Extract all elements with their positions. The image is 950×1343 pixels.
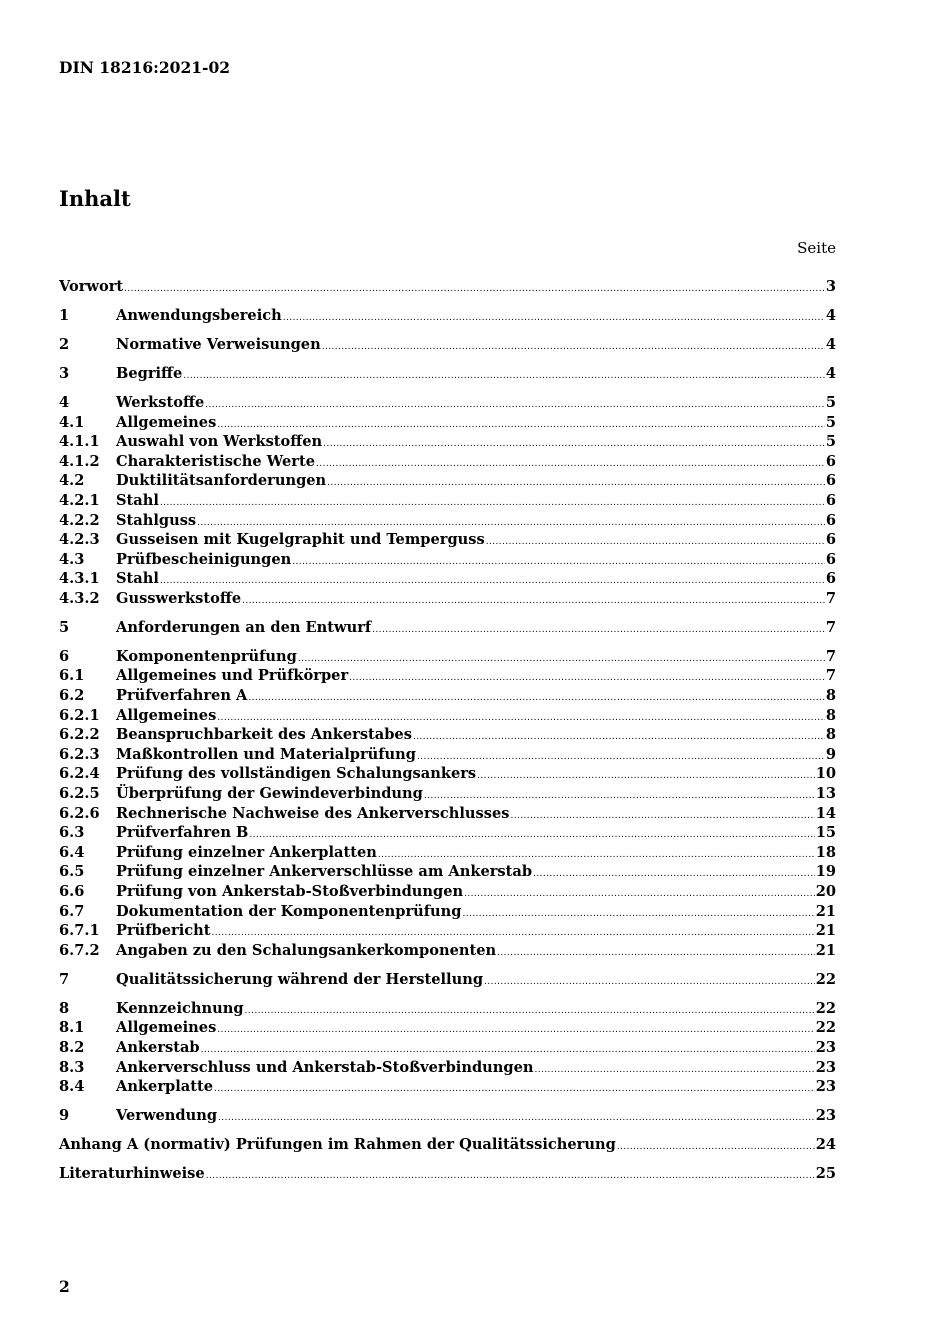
- toc-entry[interactable]: [59, 1059, 836, 1079]
- toc-entry[interactable]: [59, 551, 836, 571]
- toc-entry-page: 6: [825, 531, 836, 549]
- toc-entry-page: 9: [825, 745, 836, 763]
- dot-leader: [417, 752, 825, 762]
- toc-entry-title: Prüfung einzelner Ankerplatten: [116, 843, 377, 861]
- toc-entry-title: Dokumentation der Komponentenprüfung: [116, 902, 462, 920]
- toc-entry[interactable]: [59, 883, 836, 903]
- toc-entry-number: 8.1: [59, 1019, 85, 1037]
- toc-entry-number: 6.2.5: [59, 785, 100, 802]
- dot-leader: [486, 537, 825, 547]
- dot-leader: [249, 830, 814, 840]
- toc-entry-number: 4.1.2: [59, 452, 100, 470]
- toc-entry-title: Ankerstab: [116, 1038, 200, 1056]
- toc-entry-page: 7: [825, 618, 836, 636]
- dot-leader: [413, 732, 825, 742]
- toc-entry-page: 3: [825, 278, 836, 295]
- toc-entry-page: 15: [815, 824, 836, 842]
- dot-leader: [248, 693, 825, 703]
- toc-entry[interactable]: [59, 765, 836, 785]
- dot-leader: [283, 313, 825, 323]
- dot-leader: [533, 869, 815, 879]
- toc-entry[interactable]: [59, 590, 836, 610]
- toc-entry-number: 6.7.2: [59, 941, 100, 959]
- dot-leader: [160, 576, 825, 586]
- toc-entry[interactable]: [59, 707, 836, 727]
- toc-entry-number: 6.6: [59, 882, 85, 900]
- dot-leader: [217, 1025, 814, 1035]
- toc-entry-page: 19: [815, 863, 836, 881]
- toc-entry[interactable]: [59, 667, 836, 687]
- page-column-label: Seite: [797, 239, 836, 257]
- toc-entry-title: Literaturhinweise: [59, 1165, 205, 1183]
- toc-entry[interactable]: [59, 336, 836, 356]
- toc-entry[interactable]: [59, 805, 836, 825]
- toc-entry-title: Ankerplatte: [116, 1078, 213, 1096]
- toc-entry-page: 13: [815, 785, 836, 802]
- toc-entry-page: 25: [815, 1165, 836, 1183]
- toc-entry[interactable]: [59, 492, 836, 512]
- table-of-contents: [59, 278, 836, 1185]
- toc-entry-page: 8: [825, 706, 836, 724]
- toc-entry-number: 6: [59, 647, 70, 665]
- toc-entry-page: 23: [815, 1058, 836, 1076]
- toc-entry-number: 4: [59, 393, 70, 411]
- toc-entry-page: 4: [825, 306, 836, 324]
- toc-entry[interactable]: [59, 687, 836, 707]
- toc-entry-title: Anhang A (normativ) Prüfungen im Rahmen der Qualitätssicherung: [59, 1136, 616, 1154]
- toc-entry-title: Verwendung: [116, 1107, 218, 1125]
- toc-entry-title: Ankerverschluss und Ankerstab-Stoßverbindungen: [116, 1058, 534, 1076]
- dot-leader: [497, 948, 815, 958]
- toc-entry[interactable]: [59, 512, 836, 532]
- toc-entry-page: 6: [825, 472, 836, 490]
- toc-entry-number: 4.1: [59, 413, 85, 431]
- toc-entry-title: Überprüfung der Gewindeverbindung: [116, 785, 423, 802]
- toc-entry-title: Stahl: [116, 491, 159, 509]
- toc-entry-title: Prüfung des vollständigen Schalungsankers: [116, 765, 477, 783]
- toc-entry-page: 5: [825, 413, 836, 431]
- toc-entry-number: 4.2.2: [59, 511, 100, 529]
- toc-entry-page: 6: [825, 452, 836, 470]
- toc-entry-page: 4: [825, 335, 836, 353]
- toc-entry-page: 23: [815, 1078, 836, 1096]
- toc-entry-title: Beanspruchbarkeit des Ankerstabes: [116, 726, 412, 744]
- toc-heading: Inhalt: [59, 186, 131, 211]
- toc-entry[interactable]: [59, 648, 836, 668]
- toc-entry-title: Komponentenprüfung: [116, 647, 297, 665]
- toc-entry-title: Anforderungen an den Entwurf: [116, 618, 372, 636]
- dot-leader: [424, 791, 815, 801]
- toc-entry-title: Prüfung einzelner Ankerverschlüsse am Ankerstab: [116, 863, 533, 881]
- toc-entry-number: 4.3.1: [59, 570, 100, 588]
- dot-leader: [349, 673, 825, 683]
- toc-entry[interactable]: [59, 824, 836, 844]
- toc-entry-page: 6: [825, 550, 836, 568]
- toc-entry-number: 4.3: [59, 550, 85, 568]
- toc-entry-number: 3: [59, 364, 70, 382]
- toc-entry-number: 5: [59, 618, 70, 636]
- dot-leader: [218, 1113, 815, 1123]
- toc-entry-page: 7: [825, 667, 836, 685]
- toc-entry-title: Prüfung von Ankerstab-Stoßverbindungen: [116, 882, 464, 900]
- toc-entry-page: 10: [815, 765, 836, 783]
- toc-entry[interactable]: [59, 394, 836, 414]
- page-number: 2: [59, 1277, 70, 1296]
- toc-entry-page: 18: [815, 843, 836, 861]
- toc-entry[interactable]: [59, 726, 836, 746]
- toc-entry-title: Stahl: [116, 570, 159, 588]
- toc-entry-number: 4.3.2: [59, 589, 100, 607]
- toc-entry-number: 6.7.1: [59, 922, 100, 940]
- toc-entry[interactable]: [59, 433, 836, 453]
- dot-leader: [323, 439, 825, 449]
- toc-entry-title: Prüfverfahren A: [116, 687, 248, 705]
- toc-entry[interactable]: [59, 1000, 836, 1020]
- toc-entry[interactable]: [59, 971, 836, 991]
- dot-leader: [477, 771, 815, 781]
- dot-leader: [617, 1142, 815, 1152]
- toc-entry-title: Allgemeines: [116, 706, 217, 724]
- toc-entry[interactable]: [59, 1136, 836, 1156]
- toc-entry-page: 6: [825, 570, 836, 588]
- dot-leader: [378, 850, 815, 860]
- toc-entry[interactable]: [59, 844, 836, 864]
- toc-entry-number: 4.2: [59, 472, 85, 490]
- toc-entry-title: Allgemeines und Prüfkörper: [116, 667, 349, 685]
- toc-entry-number: 4.2.3: [59, 531, 100, 549]
- toc-entry-number: 6.7: [59, 902, 85, 920]
- toc-entry-number: 8.3: [59, 1058, 85, 1076]
- toc-entry-page: 6: [825, 511, 836, 529]
- dot-leader: [205, 400, 825, 410]
- dot-leader: [242, 596, 825, 606]
- toc-entry-page: 7: [825, 647, 836, 665]
- toc-entry-page: 21: [815, 902, 836, 920]
- toc-entry-title: Prüfbescheinigungen: [116, 550, 292, 568]
- toc-entry-number: 7: [59, 970, 70, 988]
- toc-entry-title: Anwendungsbereich: [116, 306, 282, 324]
- toc-entry-page: 20: [815, 882, 836, 900]
- toc-entry-page: 4: [825, 364, 836, 382]
- toc-entry-title: Duktilitätsanforderungen: [116, 472, 327, 490]
- toc-entry-page: 21: [815, 941, 836, 959]
- toc-entry-page: 23: [815, 1107, 836, 1125]
- toc-entry-page: 14: [815, 804, 836, 822]
- toc-entry-number: 6.2.1: [59, 706, 100, 724]
- toc-entry-number: 6.2.4: [59, 765, 100, 783]
- toc-entry[interactable]: [59, 1078, 836, 1098]
- dot-leader: [462, 909, 814, 919]
- dot-leader: [372, 625, 825, 635]
- toc-entry[interactable]: [59, 278, 836, 298]
- toc-entry-number: 4.2.1: [59, 491, 100, 509]
- toc-entry[interactable]: [59, 863, 836, 883]
- toc-entry[interactable]: [59, 531, 836, 551]
- toc-entry[interactable]: [59, 1039, 836, 1059]
- toc-entry-title: Begriffe: [116, 364, 183, 382]
- document-id: DIN 18216:2021-02: [59, 58, 231, 77]
- toc-entry[interactable]: [59, 922, 836, 942]
- toc-entry[interactable]: [59, 746, 836, 766]
- toc-entry[interactable]: [59, 414, 836, 434]
- toc-entry-number: 6.2: [59, 687, 85, 705]
- toc-entry-number: 6.5: [59, 863, 85, 881]
- toc-entry-title: Prüfverfahren B: [116, 824, 249, 842]
- dot-leader: [214, 1084, 815, 1094]
- dot-leader: [510, 811, 814, 821]
- toc-entry-title: Maßkontrollen und Materialprüfung: [116, 745, 416, 763]
- dot-leader: [322, 342, 825, 352]
- toc-entry[interactable]: [59, 619, 836, 639]
- toc-entry-title: Rechnerische Nachweise des Ankerverschlusses: [116, 804, 510, 822]
- toc-entry-number: 6.2.6: [59, 804, 100, 822]
- toc-entry-title: Stahlguss: [116, 511, 197, 529]
- dot-leader: [298, 654, 825, 664]
- toc-entry-page: 5: [825, 393, 836, 411]
- toc-entry[interactable]: [59, 307, 836, 327]
- dot-leader: [124, 284, 825, 294]
- toc-entry-title: Charakteristische Werte: [116, 452, 315, 470]
- toc-entry[interactable]: [59, 365, 836, 385]
- dot-leader: [201, 1045, 815, 1055]
- toc-entry-title: Normative Verweisungen: [116, 335, 321, 353]
- dot-leader: [212, 928, 815, 938]
- dot-leader: [464, 889, 815, 899]
- dot-leader: [217, 420, 825, 430]
- toc-entry[interactable]: [59, 785, 836, 805]
- dot-leader: [316, 459, 825, 469]
- toc-entry-page: 6: [825, 491, 836, 509]
- toc-entry[interactable]: [59, 570, 836, 590]
- toc-entry-title: Allgemeines: [116, 1019, 217, 1037]
- toc-entry-title: Qualitätssicherung während der Herstellung: [116, 970, 484, 988]
- toc-entry-page: 8: [825, 687, 836, 705]
- toc-entry-page: 7: [825, 589, 836, 607]
- dot-leader: [183, 371, 825, 381]
- toc-entry[interactable]: [59, 942, 836, 962]
- toc-entry[interactable]: [59, 472, 836, 492]
- toc-entry[interactable]: [59, 1107, 836, 1127]
- toc-entry-title: Angaben zu den Schalungsankerkomponenten: [116, 941, 497, 959]
- toc-entry-page: 22: [815, 999, 836, 1017]
- dot-leader: [535, 1065, 815, 1075]
- toc-entry-page: 21: [815, 922, 836, 940]
- toc-entry[interactable]: [59, 453, 836, 473]
- toc-entry-page: 24: [815, 1136, 836, 1154]
- toc-entry-number: 9: [59, 1107, 70, 1125]
- toc-entry[interactable]: [59, 1165, 836, 1185]
- toc-entry-page: 23: [815, 1038, 836, 1056]
- toc-entry-number: 8: [59, 999, 70, 1017]
- toc-entry-title: Gusseisen mit Kugelgraphit und Temperguss: [116, 531, 485, 549]
- toc-entry-number: 1: [59, 306, 70, 324]
- toc-entry[interactable]: [59, 1019, 836, 1039]
- toc-entry-page: 22: [815, 1019, 836, 1037]
- dot-leader: [292, 557, 825, 567]
- dot-leader: [327, 478, 825, 488]
- toc-entry-number: 4.1.1: [59, 433, 100, 451]
- dot-leader: [484, 977, 815, 987]
- toc-entry-number: 6.2.3: [59, 745, 100, 763]
- toc-entry-title: Prüfbericht: [116, 922, 211, 940]
- toc-entry-number: 8.4: [59, 1078, 85, 1096]
- dot-leader: [160, 498, 825, 508]
- toc-entry-title: Kennzeichnung: [116, 999, 244, 1017]
- toc-entry-number: 2: [59, 335, 70, 353]
- toc-entry-page: 22: [815, 970, 836, 988]
- toc-entry-title: Auswahl von Werkstoffen: [116, 433, 323, 451]
- toc-entry-title: Gusswerkstoffe: [116, 589, 242, 607]
- toc-entry-title: Vorwort: [59, 278, 124, 295]
- dot-leader: [206, 1171, 815, 1181]
- toc-entry-number: 6.1: [59, 667, 85, 685]
- toc-entry-page: 8: [825, 726, 836, 744]
- dot-leader: [245, 1006, 815, 1016]
- toc-entry-number: 6.2.2: [59, 726, 100, 744]
- toc-entry[interactable]: [59, 903, 836, 923]
- toc-entry-title: Allgemeines: [116, 413, 217, 431]
- toc-entry-title: Werkstoffe: [116, 393, 205, 411]
- toc-entry-number: 6.3: [59, 824, 85, 842]
- dot-leader: [197, 518, 825, 528]
- toc-entry-number: 6.4: [59, 843, 85, 861]
- toc-entry-number: 8.2: [59, 1038, 85, 1056]
- dot-leader: [217, 713, 825, 723]
- toc-entry-page: 5: [825, 433, 836, 451]
